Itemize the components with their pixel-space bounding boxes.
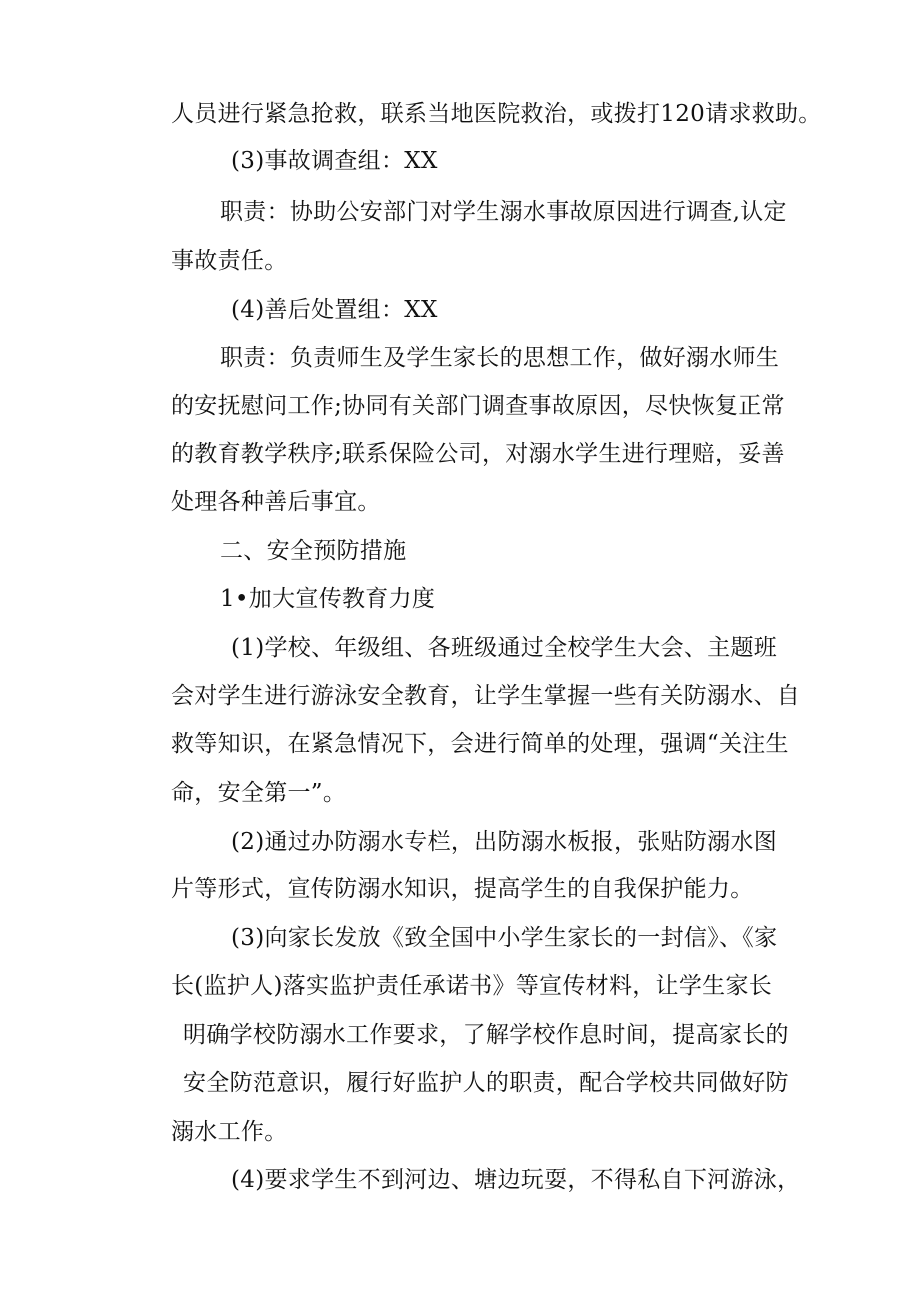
text-line-21: 安全防范意识，履行好监护人的职责，配合学校共同做好防 [183,1070,789,1096]
text-line-4: 事故责任。 [171,248,288,274]
text-line-13: 会对学生进行游泳安全教育，让学生掌握一些有关防溺水、自 [171,683,801,709]
section-heading-safety-prevention: 二、安全预防措施 [220,538,407,564]
text-line-18: (3)向家长发放《致全国中小学生家长的一封信》、《家 [231,925,778,951]
text-line-23: (4)要求学生不到河边、塘边玩耍，不得私自下河游泳， [231,1167,801,1193]
text-line-3: 职责：协助公安部门对学生溺水事故原因进行调查,认定 [220,199,787,225]
text-line-6: 职责：负责师生及学生家长的思想工作，做好溺水师生 [220,345,780,371]
text-line-7: 的安抚慰问工作;协同有关部门调查事故原因，尽快恢复正常 [171,393,785,419]
text-line-12: (1)学校、年级组、各班级通过全校学生大会、主题班 [231,635,778,661]
text-line-22: 溺水工作。 [171,1119,288,1145]
text-line-15: 命，安全第一”。 [171,780,347,806]
text-line-8: 的教育教学秩序;联系保险公司，对溺水学生进行理赔，妥善 [171,441,785,467]
subsection-heading-publicity-education: 1•加大宣传教育力度 [220,586,436,612]
text-line-9: 处理各种善后事宜。 [171,489,381,515]
subsection-heading-accident-investigation: (3)事故调查组：XX [231,148,438,174]
text-line-19: 长(监护人)落实监护责任承诺书》等宣传材料，让学生家长 [171,973,773,999]
text-line-1: 人员进行紧急抢救，联系当地医院救治，或拨打120请求救助。 [171,101,822,127]
text-line-20: 明确学校防溺水工作要求，了解学校作息时间，提高家长的 [183,1022,789,1048]
text-line-17: 片等形式，宣传防溺水知识，提高学生的自我保护能力。 [171,876,754,902]
text-line-14: 救等知识，在紧急情况下，会进行简单的处理，强调“关注生 [171,731,789,757]
subsection-heading-aftermath-handling: (4)善后处置组：XX [231,297,438,323]
text-line-16: (2)通过办防溺水专栏，出防溺水板报，张贴防溺水图 [231,829,778,855]
